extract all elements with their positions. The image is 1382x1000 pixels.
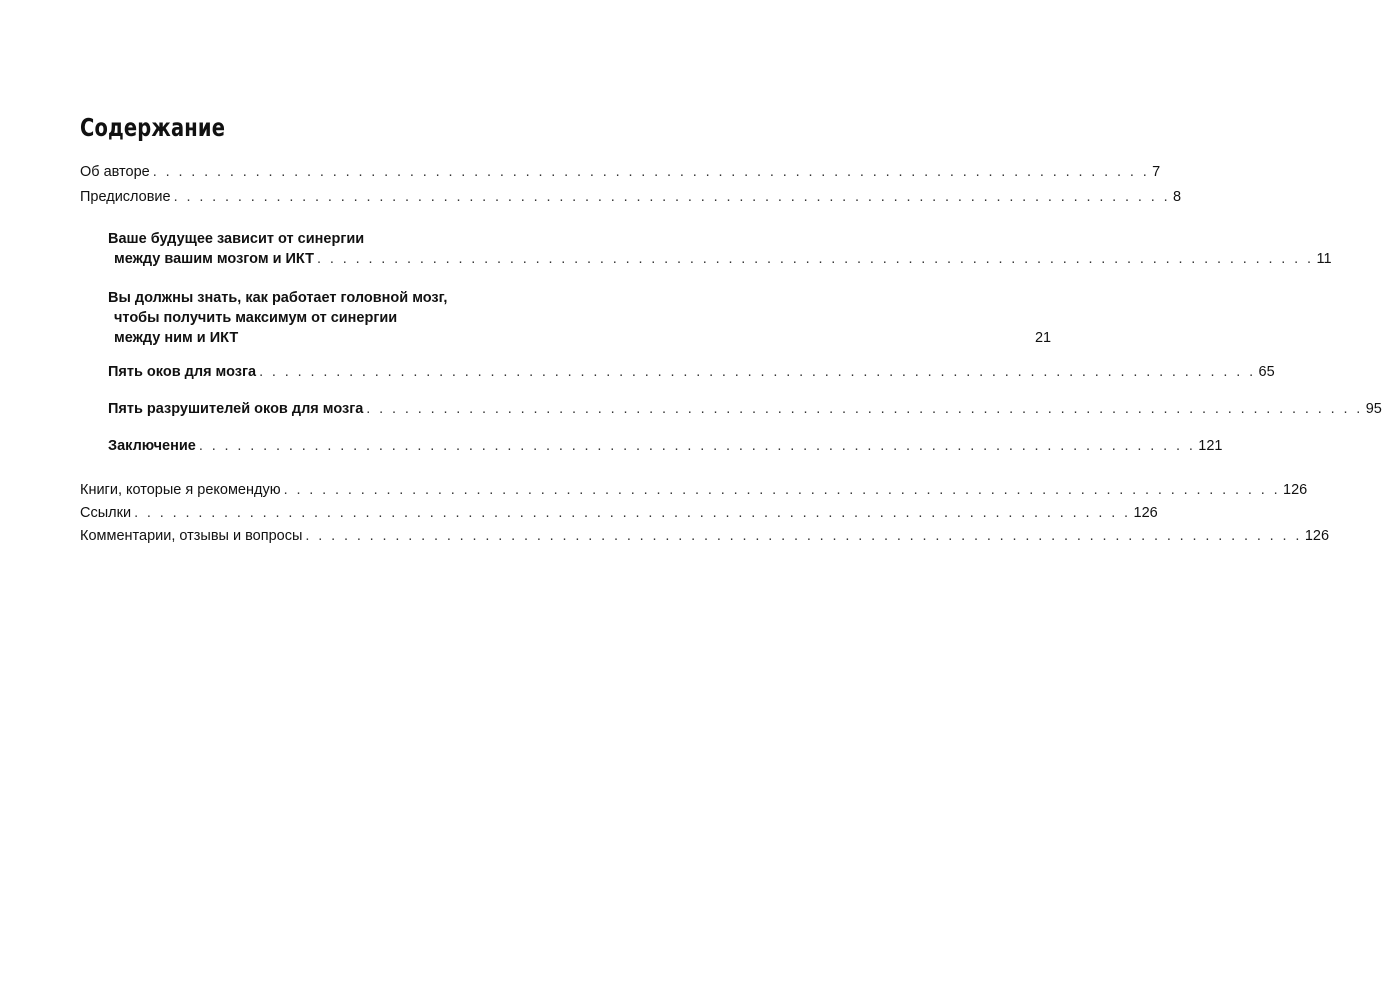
toc-entry-title-line: Ваше будущее зависит от синергии [108,231,365,247]
toc-entry-page-number: 126 [1133,505,1158,521]
dot-leader: . . . . . . . . . . . . . . . . . . . . . . . . . . . . . . . . . . . . . . . . . . . . . . . . . . . . . . . . . . . . . . . . . . . . . . . . . . . . . . [198,438,1196,454]
dot-leader: . . . . . . . . . . . . . . . . . . . . . . . . . . . . . . . . . . . . . . . . . . . . . . . . . . . . . . . . . . . . . . . . . . . . . . . . . . . . . . [259,364,1256,380]
toc-entry-references[interactable] [80,503,1158,523]
toc-chapter-4[interactable] [108,399,1382,419]
toc-entry-page-number: 21 [1034,330,1052,346]
toc-chapter-conclusion[interactable] [108,436,1223,456]
dot-leader: . . . . . . . . . . . . . . . . . . . . . . . . . . . . . . . . . . . . . . . . . . . . . . . . . . . . . . . . . . . . . . . . . . . . . . . . . . . . . . [305,528,1302,544]
toc-entry-title: Заключение [108,438,196,454]
toc-entry-recommended-books[interactable] [80,480,1308,500]
dot-leader: . . . . . . . . . . . . . . . . . . . . . . . . . . . . . . . . . . . . . . . . . . . . . . . . . . . . . . . . . . . . . . . . . . . . . . . . . . . . . . [317,251,1314,267]
toc-entry-page-number: 65 [1258,364,1275,380]
toc-entry-title-line: между ним и ИКТ [114,330,239,346]
toc-chapter-2[interactable] [108,288,1052,348]
toc-entry-preface[interactable] [80,187,1182,207]
toc-entry-title: Ссылки [80,505,132,521]
toc-chapter-1[interactable] [108,229,1332,269]
dot-leader: . . . . . . . . . . . . . . . . . . . . . . . . . . . . . . . . . . . . . . . . . . . . . . . . . . . . . . . . . . . . . . . . . . . . . . . . . . . . . . [173,189,1171,205]
toc-entry-title-line: между вашим мозгом и ИКТ [114,251,315,267]
toc-entry-title-line: Вы должны знать, как работает головной мозг, [108,290,448,306]
toc-entry-page-number: 95 [1365,401,1382,417]
toc-entry-title: Об авторе [80,164,150,180]
toc-entry-page-number: 126 [1304,528,1330,544]
toc-entry-title-line: чтобы получить максимум от синергии [114,310,398,326]
toc-entry-page-number: 8 [1173,189,1182,205]
toc-entry-title: Пять оков для мозга [108,364,257,380]
toc-entry-title: Комментарии, отзывы и вопросы [80,528,303,544]
toc-entry-page-number: 121 [1198,438,1223,454]
toc-entry-title: Книги, которые я рекомендую [80,482,281,498]
toc-chapter-3[interactable] [108,362,1275,382]
toc-entry-page-number: 11 [1316,251,1332,267]
dot-leader: . . . . . . . . . . . . . . . . . . . . . . . . . . . . . . . . . . . . . . . . . . . . . . . . . . . . . . . . . . . . . . . . . . . . . . . . . . . . . . [152,164,1150,180]
dot-leader [241,328,1032,348]
dot-leader: . . . . . . . . . . . . . . . . . . . . . . . . . . . . . . . . . . . . . . . . . . . . . . . . . . . . . . . . . . . . . . . . . . . . . . . . . . . . . . [283,482,1281,498]
toc-entry-page-number: 126 [1283,482,1308,498]
toc-entry-about-author[interactable] [80,162,1161,182]
toc-entry-page-number: 7 [1152,164,1161,180]
toc-entry-title: Пять разрушителей оков для мозга [108,401,364,417]
dot-leader: . . . . . . . . . . . . . . . . . . . . . . . . . . . . . . . . . . . . . . . . . . . . . . . . . . . . . . . . . . . . . . . . . . . . . . . . . . . . . . [134,505,1131,521]
toc-title: Содержание [80,113,226,142]
toc-entry-title: Предисловие [80,189,171,205]
dot-leader: . . . . . . . . . . . . . . . . . . . . . . . . . . . . . . . . . . . . . . . . . . . . . . . . . . . . . . . . . . . . . . . . . . . . . . . . . . . . . . [366,401,1363,417]
toc-entry-comments[interactable] [80,526,1330,546]
